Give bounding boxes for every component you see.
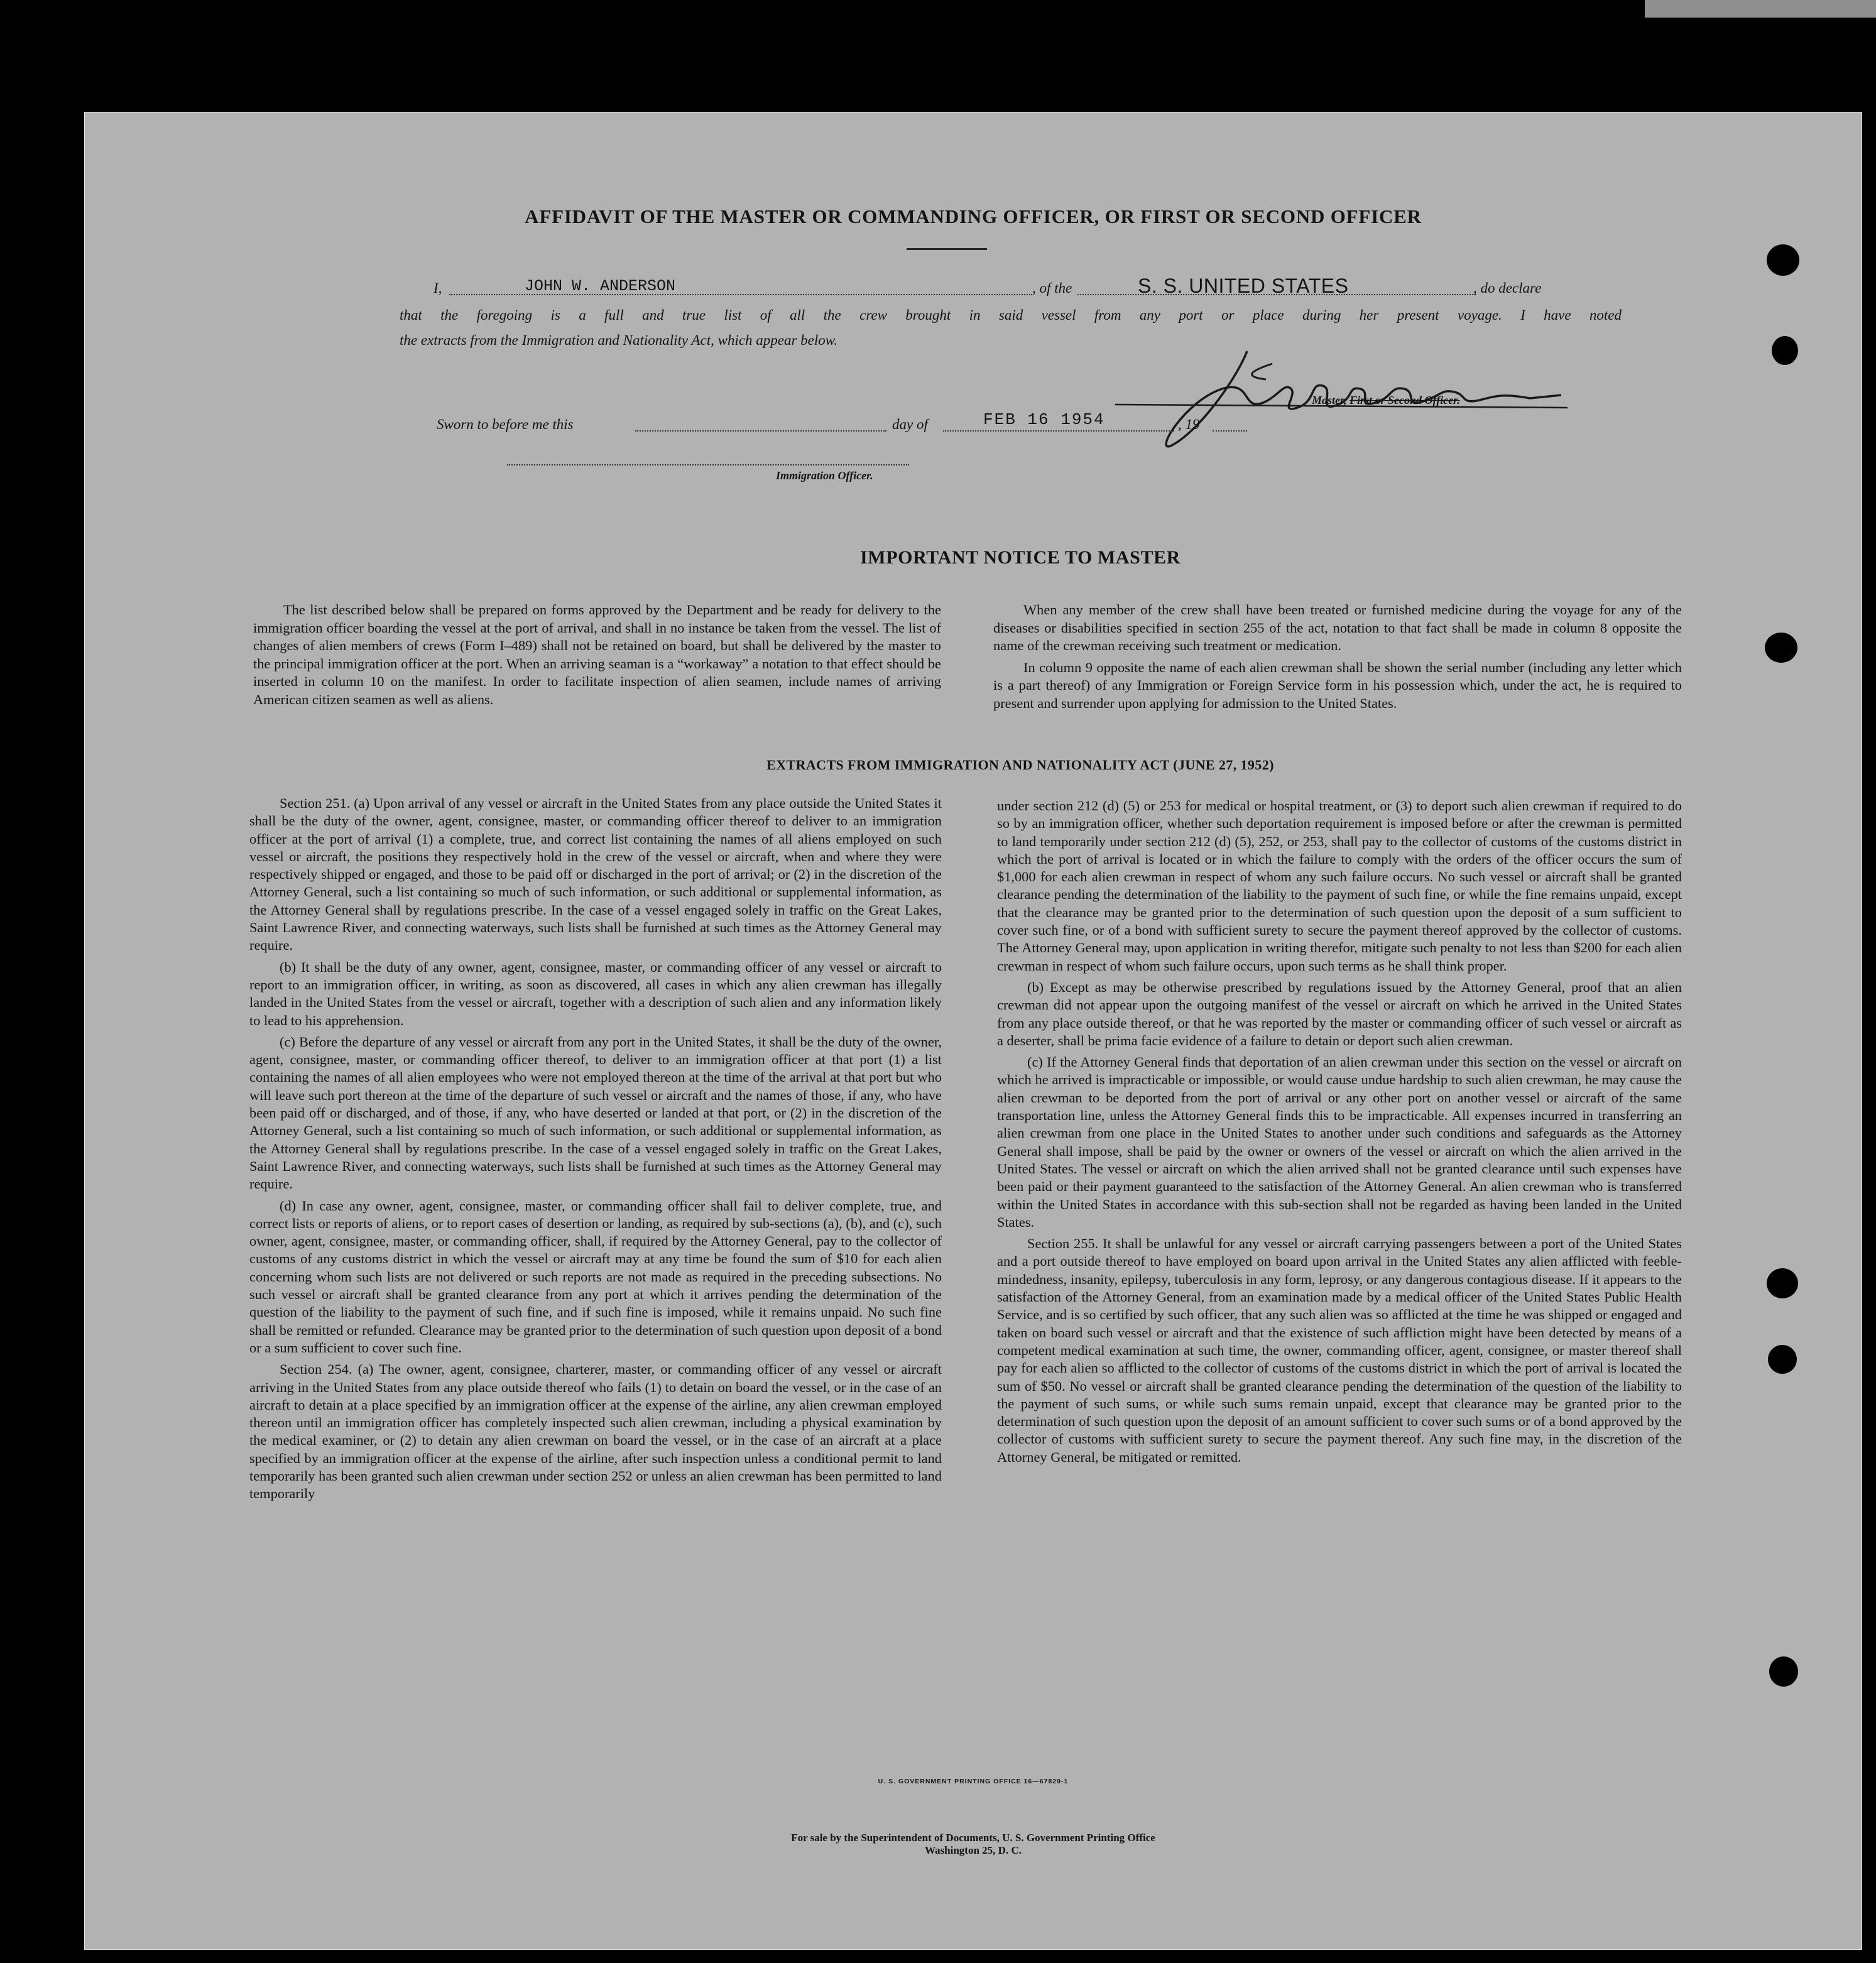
punch-hole [1767,244,1799,276]
declaration-do-declare: , do declare [1473,280,1542,296]
punch-hole [1767,1268,1798,1298]
for-sale-line-2: Washington 25, D. C. [925,1844,1022,1856]
section-254-c: (c) If the Attorney General finds that deportation of an alien crewman under this section on the vessel or aircraft on which he arrived is impracticable or impossible, or would cause undue hardship to such alien crewman, he may cause the alien crewman to be deported from the port of arrival or any other port on another vessel or aircraft of the same transportation line, unless the Attorney General finds this to be impracticable. All expenses incurred in transferring an alien crewman from one place in the United States to another under such conditions and safeguards as the Attorney General shall impose, shall be paid by the owner or owners of the vessel or aircraft on which the alien arrived in the United States. The vessel or aircraft on which the alien arrived shall not be granted clearance until such expenses have been paid or their payment guaranteed to the satisfaction of the Attorney General. An alien crewman who is transferred within the United States in accordance with this sub-section shall not be regarded as having been landed in the United States. [997,1054,1682,1230]
extracts-left-column [249,795,942,1507]
notice-right-column [993,601,1682,717]
officer-struck-label: First or Second Officer. [1350,394,1460,406]
punch-hole [1769,1656,1798,1687]
year-label: , 19 [1178,416,1200,432]
master-label: Master, [1312,394,1347,406]
declaration-line-2: that the foregoing is a full and true list of all the crew brought in said vessel from any port or place during her present voyage. I have noted [400,307,1622,323]
sworn-date-stamp: FEB 16 1954 [983,410,1105,429]
section-254-b: (b) Except as may be otherwise prescribed by regulations issued by the Attorney General, proof that an alien crewman did not appear upon the outgoing manifest of the vessel or aircraft on which he arrived in the United States from any place outside thereof, or that he was reported by the master or commanding officer of such vessel or aircraft as a deserter, shall be prima facie evidence of a failure to detain or deport such alien crewman. [997,979,1682,1048]
sworn-year-fill-line [1213,430,1247,432]
section-254-a-continued: under section 212 (d) (5) or 253 for medical or hospital treatment, or (3) to deport such alien crewman if required to do so by an immigration officer, whether such deportation requirement is imposed before or after the crewman is permitted to land temporarily under section 212 (d) (5), 252, or 253, shall pay to the collector of customs of the customs district in which the port of arrival is located or in which the failure to comply with the orders of the officer occurs the sum of $1,000 for each alien crewman in respect of whom any such failure occurs. No such vessel or aircraft shall be granted clearance pending the determination of the liability to the payment of such fine, or while the fine remains unpaid, except that the clearance may be granted prior to the determination of such question upon the deposit of a sum sufficient to cover such fine, or of a bond with sufficient surety to secure the payment thereof approved by the collector of customs. The Attorney General may, upon application in writing therefor, mitigate such penalty to not less than $200 for each alien crewman in respect of whom such failure occurs, upon such terms as he shall think proper. [997,798,1682,974]
immigration-officer-line [507,464,909,465]
punch-hole [1772,336,1798,365]
section-255: Section 255. It shall be unlawful for any vessel or aircraft carrying passengers between a port of the United States and a port outside thereof to have employed on board upon arrival in the United States any alien afflicted with feeble-mindedness, insanity, epilepsy, tuberculosis in any form, leprosy, or any dangerous contagious disease. If it appears to the satisfaction of the Attorney General, from an examination made by a medical officer of the United States Public Health Service, and is so certified by such officer, that any such alien was so afflicted at the time he was shipped or engaged and taken on board such vessel or aircraft and that the existence of such affliction might have been detected by means of a competent medical examination at such time, the owner, commanding officer, agent, consignee, or master thereof shall pay for each alien so afflicted to the collector of customs of the customs district in which the port of arrival is located the sum of $50. No vessel or aircraft shall be granted clearance pending the determination of the question of the liability to the payment of such sums, or while such sums remain unpaid, except that clearance may be granted prior to the determination of such question upon the deposit of an amount sufficient to cover such sums or of a bond approved by the collector of customs with sufficient surety to secure the payment thereof. Any such fine may, in the discretion of the Attorney General, be mitigated or remitted. [997,1236,1682,1465]
section-251-b: (b) It shall be the duty of any owner, agent, consignee, master, or commanding officer of any vessel or aircraft to report to an immigration officer, in writing, as soon as discovered, all cases in which any alien crewman has illegally landed in the United States from the vessel or aircraft, together with a description of such alien and any information likely to lead to his apprehension. [249,959,942,1028]
extracts-title: EXTRACTS FROM IMMIGRATION AND NATIONALITY ACT (JUNE 27, 1952) [766,757,1274,773]
for-sale-line-1: For sale by the Superintendent of Documents, U. S. Government Printing Office [791,1832,1155,1844]
affidavit-title: AFFIDAVIT OF THE MASTER OR COMMANDING OFFICER, OR FIRST OR SECOND OFFICER [525,205,1422,227]
notice-title: IMPORTANT NOTICE TO MASTER [860,547,1181,568]
vessel-name-field: S. S. UNITED STATES [1138,275,1349,297]
notice-right-paragraph-2: In column 9 opposite the name of each alien crewman shall be shown the serial number (including any letter which is a part thereof) of any Immigration or Foreign Service form in his possession which, under the act, he is required to present and surrender upon applying for admission to the United States. [993,659,1682,711]
scan-edge-tab [1645,0,1876,18]
section-251-d: (d) In case any owner, agent, consignee, master, or commanding officer shall fail to deliver complete, true, and correct lists or reports of aliens, or to report cases of desertion or landing, as required by sub-sections (a), (b), and (c), such owner, agent, consignee, master, or commanding officer, shall, if required by the Attorney General, pay to the collector of customs of any customs district in which the vessel or aircraft may at any time be found the sum of $10 for each alien concerning whom such lists are not delivered or such reports are not made as required in the preceding subsections. No such vessel or aircraft shall be granted clearance from any port at which it arrives pending the determination of the question of the liability to the payment of such fine, and if such fine is imposed, while it remains unpaid. No such fine shall be remitted or refunded. Clearance may be granted prior to the determination of such question upon deposit of a bond or a sum sufficient to cover such fine. [249,1197,942,1356]
declaration-i-label: I, [434,280,442,296]
section-254-a: Section 254. (a) The owner, agent, consignee, charterer, master, or commanding officer of any vessel or aircraft arriving in the United States from any place outside thereof who fails (1) to detain on board the vessel, or in the case of an aircraft to detain at a place specified by an immigration officer at the expense of the airline, any alien crewman employed thereon until an immigration officer has completely inspected such alien crewman, including a physical examination by the medical examiner, or (2) to detain any alien crewman on board the vessel, or in the case of an aircraft at a place specified by an immigration officer at the expense of the airline, after such inspection unless a conditional permit to land temporarily has been granted such alien crewman under section 252 or unless an alien crewman has been permitted to land temporarily [249,1361,942,1502]
punch-hole [1765,633,1797,663]
day-of-label: day of [892,416,928,432]
extracts-right-column [997,797,1682,1470]
document-page [84,112,1862,1950]
punch-hole [1768,1345,1797,1374]
master-name-field: JOHN W. ANDERSON [525,277,676,295]
notice-left-paragraph: The list described below shall be prepared on forms approved by the Department and be ready for delivery to the immigration officer boarding the vessel at the port of arrival, and shall in no instance be taken from the vessel. The list of changes of alien members of crews (Form I–489) shall not be retained on board, but shall be delivered by the master to the principal immigration officer at the port. When an arriving seaman is a “workaway” a notation to that effect should be inserted in column 10 on the manifest. In order to facilitate inspection of alien seamen, include names of arriving American citizen seamen as well as aliens. [253,602,941,707]
gpo-imprint: U. S. GOVERNMENT PRINTING OFFICE 16—67829-1 [878,1778,1069,1785]
section-251-c: (c) Before the departure of any vessel or aircraft from any port in the United States, it shall be the duty of the owner, agent, consignee, master, or commanding officer thereof, to deliver to an immigration officer at that port (1) a list containing the names of all alien employees who were not employed thereon at the time of the arrival at that port but who will leave such port thereon at the time of the departure of such vessel or aircraft and the names of those, if any, who have been paid off or discharged, and of those, if any, who have deserted or landed at that port, or (2) in the discretion of the Attorney General, such a list containing so much of such information, or such additional or supplemental information, as the Attorney General shall by regulations prescribe. In the case of a vessel engaged solely in traffic on the Great Lakes, Saint Lawrence River, and connecting waterways, such lists shall be furnished at such times as the Attorney General may require. [249,1033,942,1192]
immigration-officer-label: Immigration Officer. [776,469,873,482]
for-sale-notice [85,1832,1862,1857]
notice-right-paragraph-1: When any member of the crew shall have been treated or furnished medicine during the voyage for any of the diseases or disabilities specified in section 255 of the act, notation to that fact shall be made in column 8 opposite the name of the crewman receiving such treatment or medication. [993,602,1682,654]
section-251-a: Section 251. (a) Upon arrival of any vessel or aircraft in the United States from any place outside the United States it shall be the duty of the owner, agent, consignee, master, or commanding officer thereof to deliver to an immigration officer at the port of arrival (1) a complete, true, and correct list containing the names of all aliens employed on such vessel or aircraft, the positions they respectively hold in the crew of the vessel or aircraft, when and where they were respectively shipped or engaged, and those to be paid off or discharged in the port of arrival; or (2) in the discretion of the Attorney General, such a list containing so much of such information, or such additional or supplemental information, as the Attorney General shall by regulations prescribe. In the case of a vessel engaged solely in traffic on the Great Lakes, Saint Lawrence River, and connecting waterways, such lists shall be furnished at such times as the Attorney General may require. [249,795,942,954]
declaration-of-the-label: , of the [1032,280,1072,296]
declaration-line-3: the extracts from the Immigration and Nationality Act, which appear below. [400,332,838,348]
sworn-day-fill-line [635,430,886,432]
notice-left-column [253,601,941,713]
title-rule [907,248,987,250]
sworn-month-fill-line [943,430,1174,432]
sworn-label: Sworn to before me this [437,416,574,432]
master-title-label [1312,394,1460,407]
